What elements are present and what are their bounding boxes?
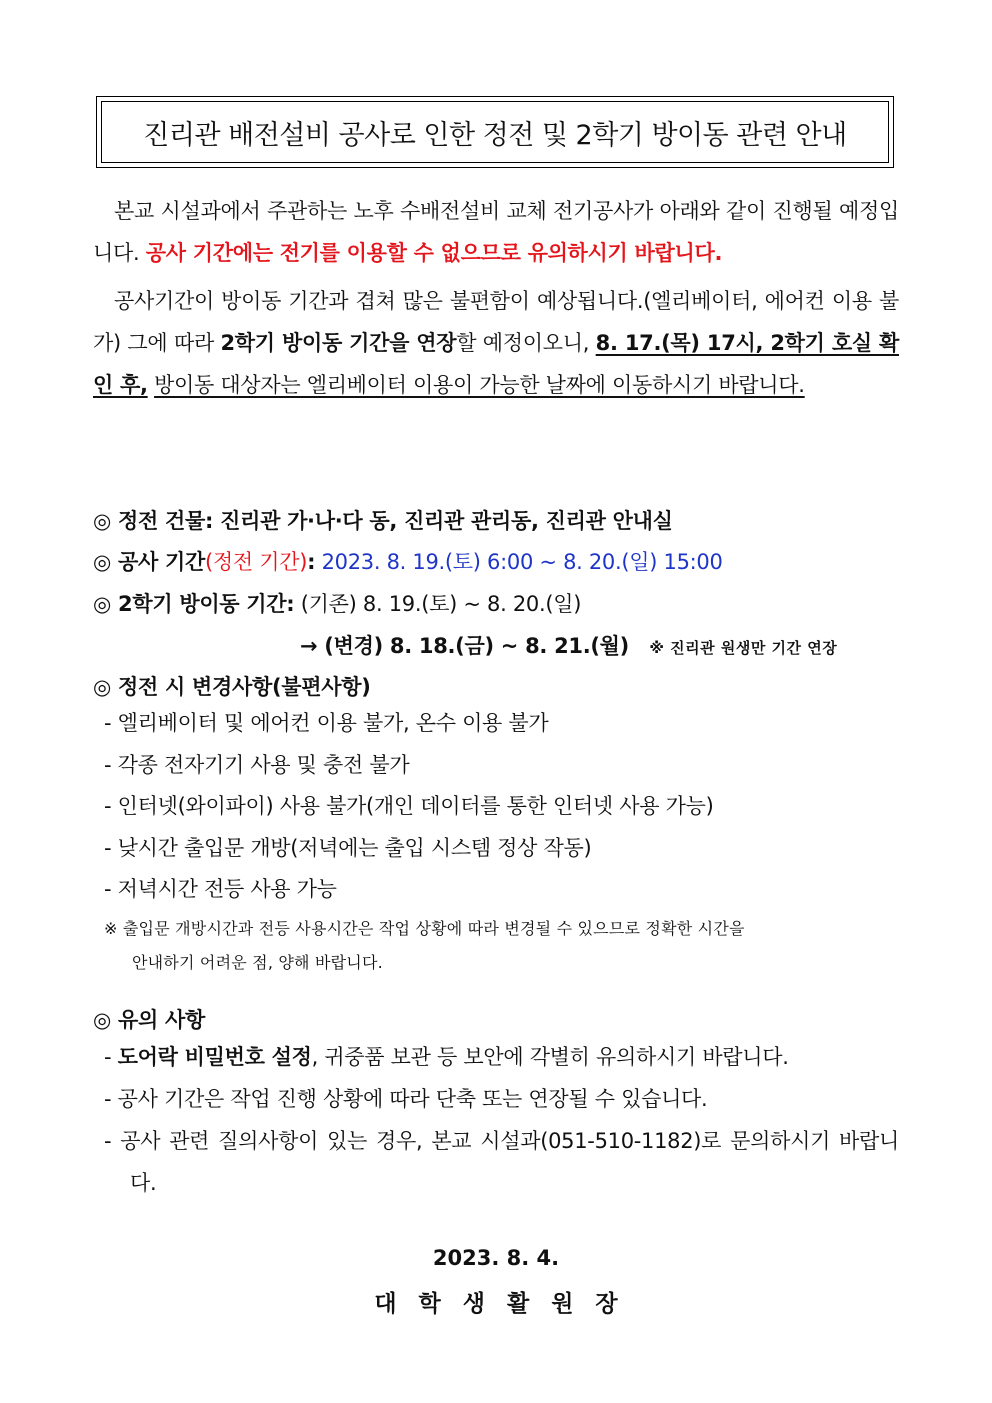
changes-item: - 인터넷(와이파이) 사용 불가(개인 데이터를 통한 인터넷 사용 가능) — [104, 794, 714, 818]
period-colon: : — [307, 550, 316, 574]
notice-date: 2023. 8. 4. — [432, 1246, 560, 1270]
intro-p2-bold: 2학기 방이동 기간을 연장 — [220, 331, 457, 355]
move-label: ◎ 2학기 방이동 기간: — [93, 592, 295, 616]
intro-warning: 공사 기간에는 전기를 이용할 수 없으므로 유의하시기 바랍니다. — [145, 241, 723, 265]
move-old: (기존) 8. 19.(토) ~ 8. 20.(일) — [300, 592, 582, 616]
changes-note-line-1: ※ 출입문 개방시간과 전등 사용시간은 작업 상황에 따라 변경될 수 있으므로 정확한 시간을 — [104, 919, 745, 938]
changes-item: - 낮시간 출입문 개방(저녁에는 출입 시스템 정상 작동) — [104, 836, 592, 860]
changes-item: - 엘리베이터 및 에어컨 이용 불가, 온수 이용 불가 — [104, 711, 549, 735]
caution-1-rest: , 귀중품 보관 등 보안에 각별히 유의하시기 바랍니다. — [311, 1045, 789, 1069]
move-new: → (변경) 8. 18.(금) ~ 8. 21.(월) — [300, 634, 629, 658]
caution-label: ◎ 유의 사항 — [93, 1008, 205, 1032]
intro-text: 본교 시설과에서 주관하는 노후 수배전설비 교체 전기공사가 아래와 같이 진행될 예정입니다. — [93, 199, 899, 265]
issuer-name: 대학생활원장 — [374, 1291, 640, 1317]
caution-item-3: - 공사 관련 질의사항이 있는 경우, 본교 시설과(051-510-1182)로 문의하시기 바랍니다. — [104, 1129, 899, 1195]
intro-p2-text: 공사기간이 방이동 기간과 겹쳐 많은 불편함이 예상됩니다.(엘리베이터, 에어컨 이용 불가) 그에 따라 — [93, 289, 899, 355]
period-red: (정전 기간) — [205, 550, 308, 574]
period-label: ◎ 공사 기간 — [93, 550, 205, 574]
caution-item-2: - 공사 기간은 작업 진행 상황에 따라 단축 또는 연장될 수 있습니다. — [104, 1087, 708, 1111]
title-box — [96, 96, 894, 168]
intro-paragraph-1 — [93, 190, 899, 274]
intro-p2-underline: 방이동 대상자는 엘리베이터 이용이 가능한 날짜에 이동하시기 바랍니다. — [154, 373, 805, 397]
move-new-line — [300, 630, 837, 660]
period-value: 2023. 8. 19.(토) 6:00 ~ 8. 20.(일) 15:00 — [321, 550, 723, 574]
building-item: ◎ 정전 건물: 진리관 가·나·다 동, 진리관 관리동, 진리관 안내실 — [93, 509, 673, 533]
changes-note-line-2: 안내하기 어려운 점, 양해 바랍니다. — [132, 953, 383, 972]
intro-paragraph-2 — [93, 280, 899, 406]
changes-item: - 저녁시간 전등 사용 가능 — [104, 877, 337, 901]
period-item — [93, 546, 723, 576]
move-item — [93, 588, 581, 618]
move-note: ※ 진리관 원생만 기간 연장 — [649, 639, 838, 657]
intro-p2-text-b: 할 예정이오니, — [456, 331, 590, 355]
intro-p2-underline-bold: 8. 17.(목) 17시, 2학기 호실 확인 후, — [93, 331, 899, 397]
changes-item: - 각종 전자기기 사용 및 충전 불가 — [104, 753, 410, 777]
changes-label: ◎ 정전 시 변경사항(불편사항) — [93, 675, 371, 699]
caution-item-1: - 도어락 비밀번호 설정, 귀중품 보관 등 보안에 각별히 유의하시기 바랍니다. — [104, 1045, 789, 1069]
caution-1-bold: 도어락 비밀번호 설정 — [117, 1045, 312, 1069]
page-title: 진리관 배전설비 공사로 인한 정전 및 2학기 방이동 관련 안내 — [101, 101, 889, 163]
changes-note — [104, 912, 899, 980]
